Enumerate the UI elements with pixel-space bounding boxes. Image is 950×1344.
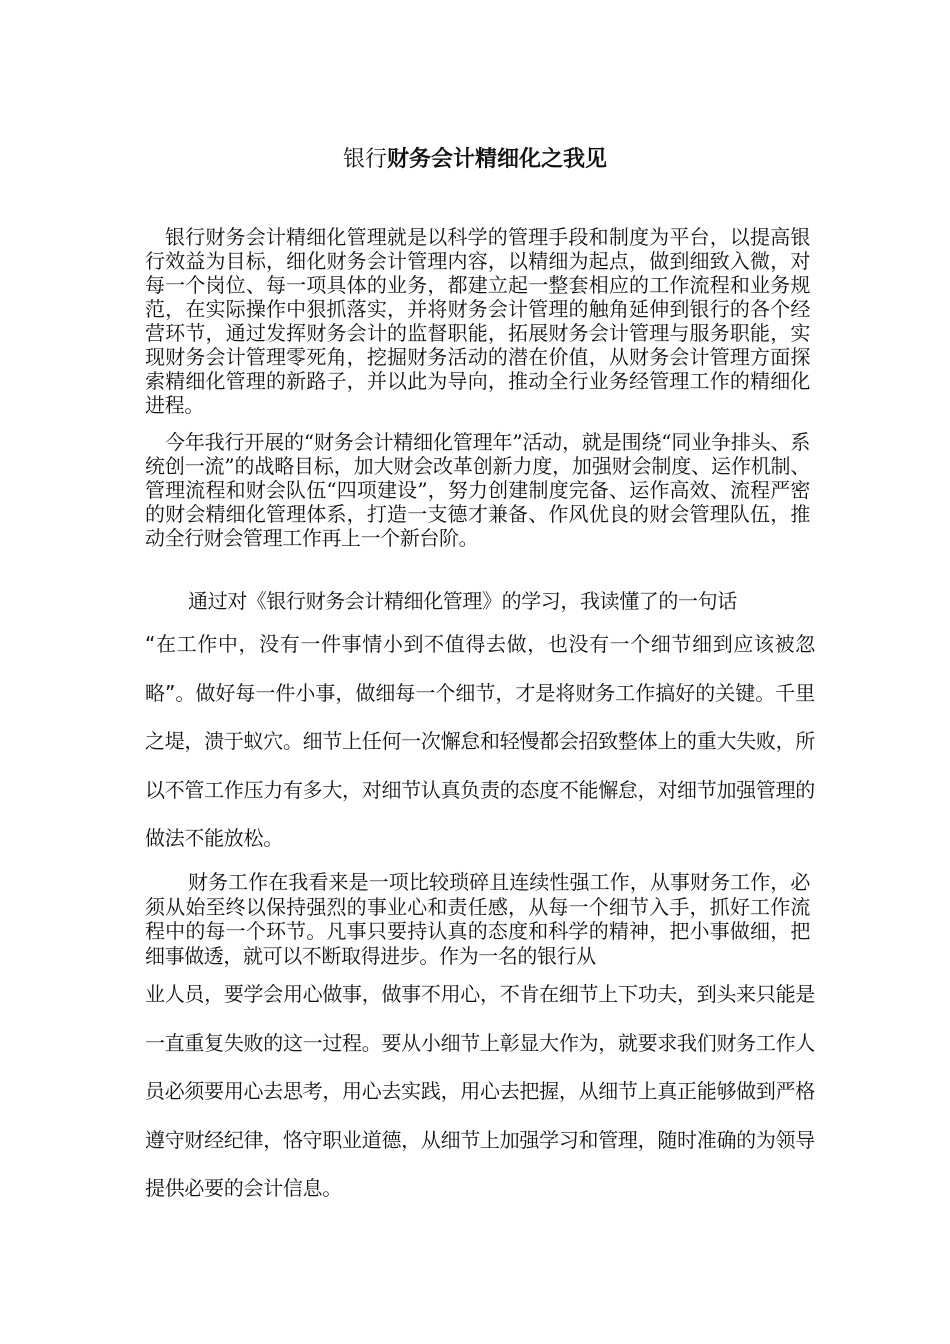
paragraph-1: 银行财务会计精细化管理就是以科学的管理手段和制度为平台，以提高银行效益为目标，细化财务会计管理内容，以精细为起点，做到细致入微，对每一个岗位、每一项具体的业务，都建立起一整套相应的工作流程和业务规范，在实际操作中狠抓落实，并将财务会计管理的触角延伸到银行的各个经营环节，通过发挥财务会计的监督职能，拓展财务会计管理与服务职能，实现财务会计管理零死角，挖掘财务活动的潜在价值，从财务会计管理方面探索精细化管理的新路子，并以此为导向，推动全行业务经管理工作的精细化进程。 (145, 225, 810, 417)
paragraph-4-lead: 财务工作在我看来是一项比较琐碎且连续性强工作，从事财务工作，必须从始至终以保持强烈的事业心和责任感，从每一个细节入手，抓好工作流程中的每一个环节。凡事只要持认真的态度和科学的精神，把小事做细，把细事做透，就可以不断取得进步。作为一名的银行从 (145, 870, 810, 968)
document-title (0, 145, 950, 174)
paragraph-3-lead: 通过对《银行财务会计精细化管理》的学习，我读懂了的一句话 (188, 589, 737, 613)
title-main: 财务会计精细化之我见 (387, 147, 608, 172)
paragraph-4-rest: 要学会用心做事，做事不用心，不肯在细节上下功夫，到头来只能是一直重复失败的这一过程。要从小细节上彰显大作为，就要求我们财务工作人员必须要用心去思考，用心去实践，用心去把握，从细节上真正能够做到严格遵守财经纪律，恪守职业道德，从细节上加强学习和管理，随时准确的为领导提供必要的会计信息。 (145, 982, 815, 1201)
paragraph-3-body: “在工作中，没有一件事情小到不值得去做，也没有一个细节细到应该被忽略”。做好每一件小事，做细每一个细节，才是将财务工作搞好的关键。千里之堤，溃于蚁穴。细节上任何一次懈怠和轻慢都会招致整体上的重大失败，所以不管工作压力有多大，对细节认真负责的态度不能懈怠，对细节加强管理的做法不能放松。 (145, 632, 815, 851)
paragraph-2: 今年我行开展的“财务会计精细化管理年”活动，就是围绕“同业争排头、系统创一流”的战略目标，加大财会改革创新力度，加强财会制度、运作机制、管理流程和财会队伍“四项建设”，努力创建制度完备、运作高效、流程严密的财会精细化管理体系，打造一支德才兼备、作风优良的财会管理队伍，推动全行财会管理工作再上一个新台阶。 (145, 430, 810, 550)
title-prefix: 银行 (342, 147, 387, 172)
paragraph-4-lead-tail: 业人员， (145, 982, 224, 1006)
paragraph-4-body (145, 970, 815, 1213)
